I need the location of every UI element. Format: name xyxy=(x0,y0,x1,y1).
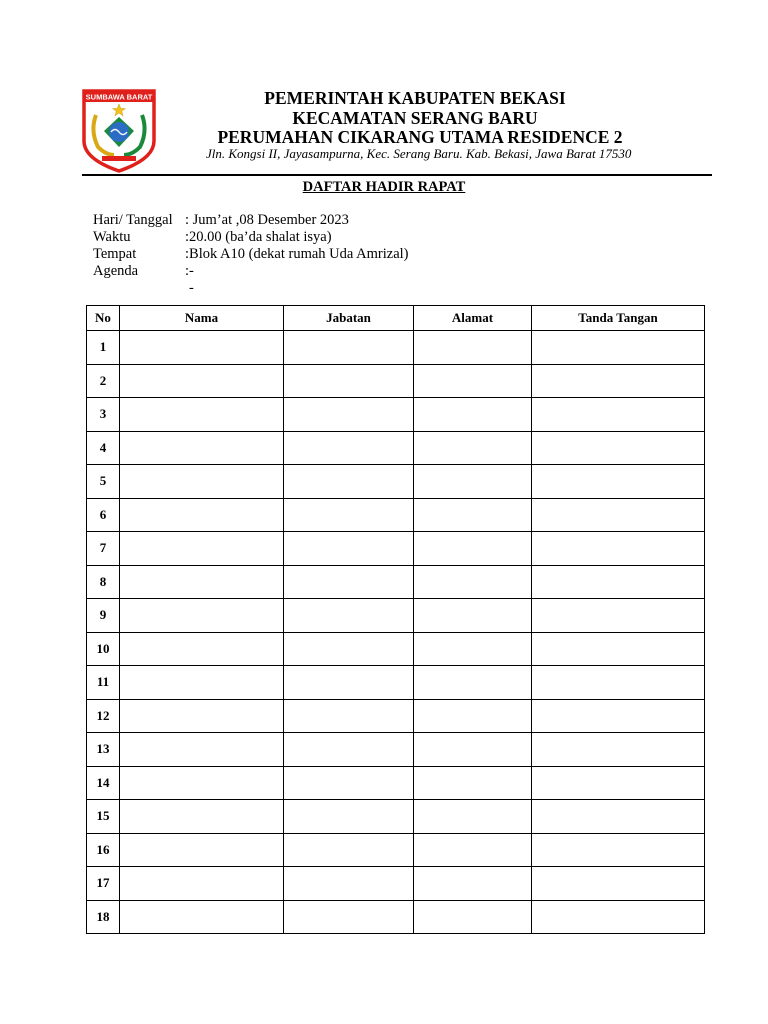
signature-cell[interactable] xyxy=(532,699,705,733)
row-number-cell: 13 xyxy=(87,733,120,767)
table-row xyxy=(87,733,705,767)
address-cell[interactable] xyxy=(414,867,532,901)
name-cell[interactable] xyxy=(120,465,284,499)
table-row xyxy=(87,900,705,934)
row-number-cell: 11 xyxy=(87,666,120,700)
signature-cell[interactable] xyxy=(532,632,705,666)
agenda-label: Agenda xyxy=(93,263,139,279)
position-cell[interactable] xyxy=(284,766,414,800)
address-cell[interactable] xyxy=(414,733,532,767)
table-row xyxy=(87,867,705,901)
name-cell[interactable] xyxy=(120,331,284,365)
name-cell[interactable] xyxy=(120,900,284,934)
signature-cell[interactable] xyxy=(532,331,705,365)
row-number-cell: 10 xyxy=(87,632,120,666)
name-cell[interactable] xyxy=(120,833,284,867)
row-number-cell: 12 xyxy=(87,699,120,733)
signature-cell[interactable] xyxy=(532,867,705,901)
signature-cell[interactable] xyxy=(532,364,705,398)
letterhead-address: Jln. Kongsi II, Jayasampurna, Kec. Serang Baru. Kab. Bekasi, Jawa Barat 17530 xyxy=(206,146,632,161)
address-cell[interactable] xyxy=(414,599,532,633)
time-label: Waktu xyxy=(93,229,131,245)
name-cell[interactable] xyxy=(120,632,284,666)
signature-cell[interactable] xyxy=(532,532,705,566)
column-header-no: No xyxy=(87,306,120,331)
row-number-cell: 17 xyxy=(87,867,120,901)
place-value: :Blok A10 (dekat rumah Uda Amrizal) xyxy=(185,246,409,262)
address-cell[interactable] xyxy=(414,699,532,733)
column-header-tanda-tangan: Tanda Tangan xyxy=(532,306,705,331)
date-label: Hari/ Tanggal xyxy=(93,212,173,228)
position-cell[interactable] xyxy=(284,800,414,834)
table-row xyxy=(87,666,705,700)
table-row xyxy=(87,398,705,432)
name-cell[interactable] xyxy=(120,699,284,733)
table-row xyxy=(87,364,705,398)
name-cell[interactable] xyxy=(120,867,284,901)
table-row xyxy=(87,431,705,465)
info-row-agenda-continued xyxy=(93,280,409,297)
position-cell[interactable] xyxy=(284,431,414,465)
address-cell[interactable] xyxy=(414,532,532,566)
position-cell[interactable] xyxy=(284,565,414,599)
row-number-cell: 18 xyxy=(87,900,120,934)
position-cell[interactable] xyxy=(284,666,414,700)
letterhead-housing-line: PERUMAHAN CIKARANG UTAMA RESIDENCE 2 xyxy=(217,127,623,147)
address-cell[interactable] xyxy=(414,900,532,934)
signature-cell[interactable] xyxy=(532,666,705,700)
position-cell[interactable] xyxy=(284,900,414,934)
address-cell[interactable] xyxy=(414,331,532,365)
info-row-agenda xyxy=(93,263,409,280)
meeting-info xyxy=(93,212,409,297)
row-number-cell: 7 xyxy=(87,532,120,566)
time-value: :20.00 (ba’da shalat isya) xyxy=(185,229,332,245)
table-row xyxy=(87,565,705,599)
table-row xyxy=(87,766,705,800)
table-row xyxy=(87,833,705,867)
address-cell[interactable] xyxy=(414,498,532,532)
table-row xyxy=(87,800,705,834)
document-title: DAFTAR HADIR RAPAT xyxy=(302,179,466,195)
table-row xyxy=(87,699,705,733)
address-cell[interactable] xyxy=(414,666,532,700)
address-cell[interactable] xyxy=(414,833,532,867)
table-row xyxy=(87,532,705,566)
attendance-table xyxy=(86,305,705,934)
position-cell[interactable] xyxy=(284,465,414,499)
table-row xyxy=(87,632,705,666)
name-cell[interactable] xyxy=(120,766,284,800)
signature-cell[interactable] xyxy=(532,833,705,867)
letterhead-government-line: PEMERINTAH KABUPATEN BEKASI xyxy=(264,88,566,108)
name-cell[interactable] xyxy=(120,599,284,633)
signature-cell[interactable] xyxy=(532,766,705,800)
row-number-cell: 15 xyxy=(87,800,120,834)
name-cell[interactable] xyxy=(120,398,284,432)
table-row xyxy=(87,498,705,532)
signature-cell[interactable] xyxy=(532,733,705,767)
name-cell[interactable] xyxy=(120,666,284,700)
letterhead-district-line: KECAMATAN SERANG BARU xyxy=(292,108,538,128)
table-row xyxy=(87,599,705,633)
address-cell[interactable] xyxy=(414,465,532,499)
table-header-row xyxy=(87,306,705,331)
logo-banner-text: SUMBAWA BARAT xyxy=(85,92,153,102)
agenda-value: :- xyxy=(185,263,194,279)
column-header-alamat: Alamat xyxy=(414,306,532,331)
signature-cell[interactable] xyxy=(532,431,705,465)
position-cell[interactable] xyxy=(284,867,414,901)
position-cell[interactable] xyxy=(284,599,414,633)
address-cell[interactable] xyxy=(414,398,532,432)
regency-emblem-logo xyxy=(80,89,158,173)
name-cell[interactable] xyxy=(120,800,284,834)
signature-cell[interactable] xyxy=(532,465,705,499)
row-number-cell: 14 xyxy=(87,766,120,800)
agenda-value-continued: - xyxy=(189,280,194,296)
date-value: : Jum’at ,08 Desember 2023 xyxy=(185,212,349,228)
address-cell[interactable] xyxy=(414,800,532,834)
name-cell[interactable] xyxy=(120,565,284,599)
position-cell[interactable] xyxy=(284,364,414,398)
row-number-cell: 5 xyxy=(87,465,120,499)
row-number-cell: 16 xyxy=(87,833,120,867)
signature-cell[interactable] xyxy=(532,565,705,599)
row-number-cell: 4 xyxy=(87,431,120,465)
place-label: Tempat xyxy=(93,246,137,262)
name-cell[interactable] xyxy=(120,364,284,398)
name-cell[interactable] xyxy=(120,532,284,566)
position-cell[interactable] xyxy=(284,699,414,733)
signature-cell[interactable] xyxy=(532,800,705,834)
name-cell[interactable] xyxy=(120,498,284,532)
table-row xyxy=(87,465,705,499)
row-number-cell: 8 xyxy=(87,565,120,599)
position-cell[interactable] xyxy=(284,498,414,532)
row-number-cell: 6 xyxy=(87,498,120,532)
address-cell[interactable] xyxy=(414,632,532,666)
row-number-cell: 2 xyxy=(87,364,120,398)
row-number-cell: 3 xyxy=(87,398,120,432)
row-number-cell: 9 xyxy=(87,599,120,633)
table-row xyxy=(87,331,705,365)
signature-cell[interactable] xyxy=(532,498,705,532)
address-cell[interactable] xyxy=(414,565,532,599)
signature-cell[interactable] xyxy=(532,398,705,432)
column-header-nama: Nama xyxy=(120,306,284,331)
position-cell[interactable] xyxy=(284,733,414,767)
position-cell[interactable] xyxy=(284,632,414,666)
position-cell[interactable] xyxy=(284,532,414,566)
info-row-time xyxy=(93,229,409,246)
name-cell[interactable] xyxy=(120,431,284,465)
address-cell[interactable] xyxy=(414,431,532,465)
info-row-date xyxy=(93,212,409,229)
name-cell[interactable] xyxy=(120,733,284,767)
address-cell[interactable] xyxy=(414,766,532,800)
position-cell[interactable] xyxy=(284,398,414,432)
attendance-table-body xyxy=(87,331,705,934)
position-cell[interactable] xyxy=(284,833,414,867)
signature-cell[interactable] xyxy=(532,599,705,633)
signature-cell[interactable] xyxy=(532,900,705,934)
column-header-jabatan: Jabatan xyxy=(284,306,414,331)
row-number-cell: 1 xyxy=(87,331,120,365)
letterhead-divider xyxy=(82,174,712,176)
info-row-place xyxy=(93,246,409,263)
position-cell[interactable] xyxy=(284,331,414,365)
address-cell[interactable] xyxy=(414,364,532,398)
